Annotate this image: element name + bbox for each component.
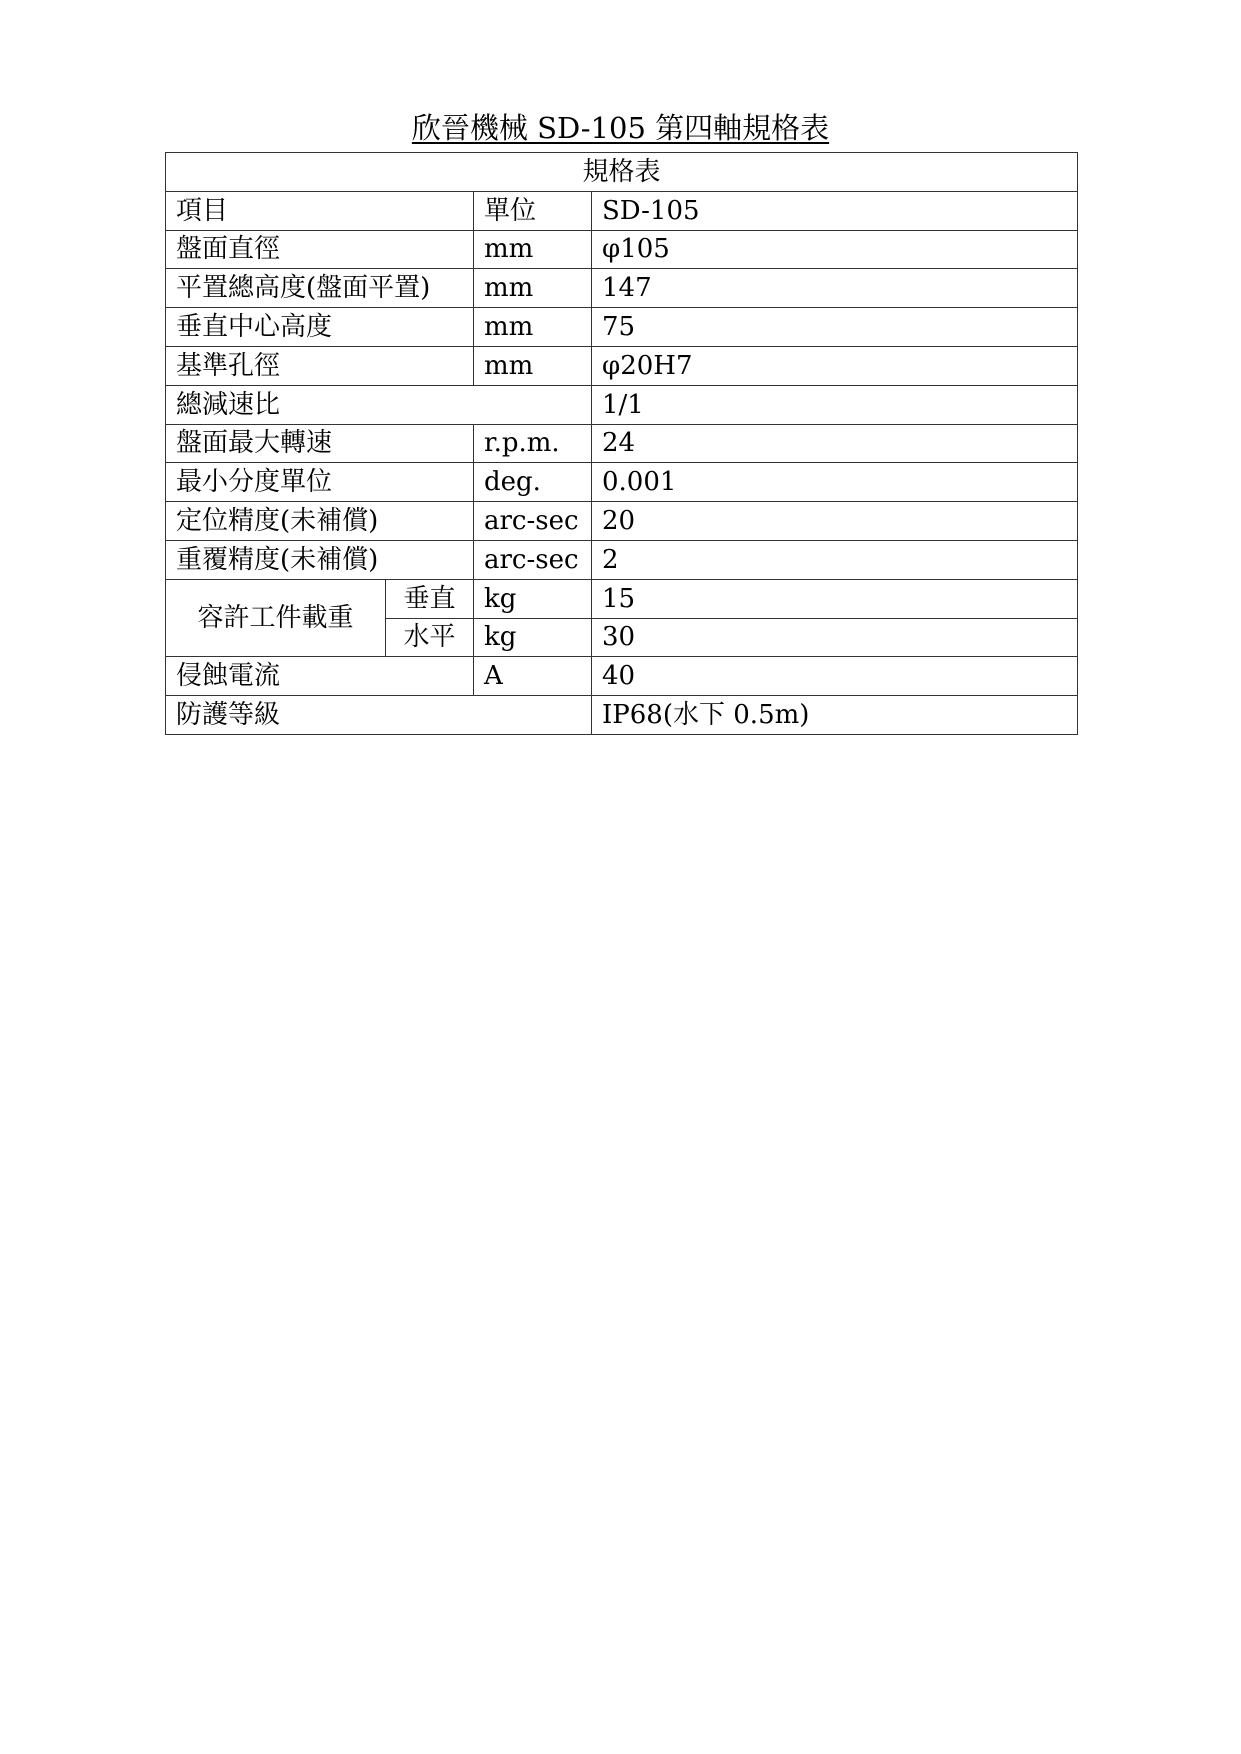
row-item: 侵蝕電流: [166, 657, 474, 696]
row-unit: r.p.m.: [474, 424, 592, 463]
load-vertical-value: 15: [592, 579, 1078, 618]
load-vertical-label: 垂直: [386, 579, 474, 618]
row-value: 75: [592, 308, 1078, 347]
header-value: SD-105: [592, 191, 1078, 230]
load-horizontal-label: 水平: [386, 618, 474, 657]
table-row: [166, 696, 1078, 735]
row-unit: mm: [474, 230, 592, 269]
row-item: 盤面最大轉速: [166, 424, 474, 463]
row-item: 基準孔徑: [166, 346, 474, 385]
table-caption-row: [166, 153, 1078, 192]
row-value: 147: [592, 269, 1078, 308]
row-value: 40: [592, 657, 1078, 696]
table-row: [166, 269, 1078, 308]
table-row: [166, 502, 1078, 541]
document-title: 欣晉機械 SD-105 第四軸規格表: [411, 111, 830, 145]
header-item: 項目: [166, 191, 474, 230]
row-value: 20: [592, 502, 1078, 541]
row-item: 總減速比: [166, 385, 592, 424]
row-value: φ105: [592, 230, 1078, 269]
load-vertical-unit: kg: [474, 579, 592, 618]
table-header-row: [166, 191, 1078, 230]
table-row: [166, 308, 1078, 347]
spec-table: [165, 152, 1078, 735]
row-unit: A: [474, 657, 592, 696]
row-item: 重覆精度(未補償): [166, 540, 474, 579]
load-horizontal-unit: kg: [474, 618, 592, 657]
header-unit: 單位: [474, 191, 592, 230]
row-value: 0.001: [592, 463, 1078, 502]
table-row: [166, 657, 1078, 696]
load-horizontal-value: 30: [592, 618, 1078, 657]
table-row: [166, 463, 1078, 502]
row-value: IP68(水下 0.5m): [592, 696, 1078, 735]
row-item: 盤面直徑: [166, 230, 474, 269]
row-unit: mm: [474, 308, 592, 347]
table-row: [166, 424, 1078, 463]
row-value: 24: [592, 424, 1078, 463]
row-value: 1/1: [592, 385, 1078, 424]
load-item: 容許工件載重: [166, 579, 386, 657]
table-row: [166, 346, 1078, 385]
table-row: [166, 540, 1078, 579]
table-caption: 規格表: [166, 153, 1078, 192]
load-row-vertical: [166, 579, 1078, 618]
row-item: 最小分度單位: [166, 463, 474, 502]
table-row: [166, 385, 1078, 424]
row-unit: arc-sec: [474, 502, 592, 541]
row-item: 防護等級: [166, 696, 592, 735]
row-unit: deg.: [474, 463, 592, 502]
row-unit: mm: [474, 269, 592, 308]
row-value: φ20H7: [592, 346, 1078, 385]
row-item: 定位精度(未補償): [166, 502, 474, 541]
row-item: 平置總高度(盤面平置): [166, 269, 474, 308]
row-unit: arc-sec: [474, 540, 592, 579]
row-item: 垂直中心高度: [166, 308, 474, 347]
row-unit: mm: [474, 346, 592, 385]
table-row: [166, 230, 1078, 269]
row-value: 2: [592, 540, 1078, 579]
